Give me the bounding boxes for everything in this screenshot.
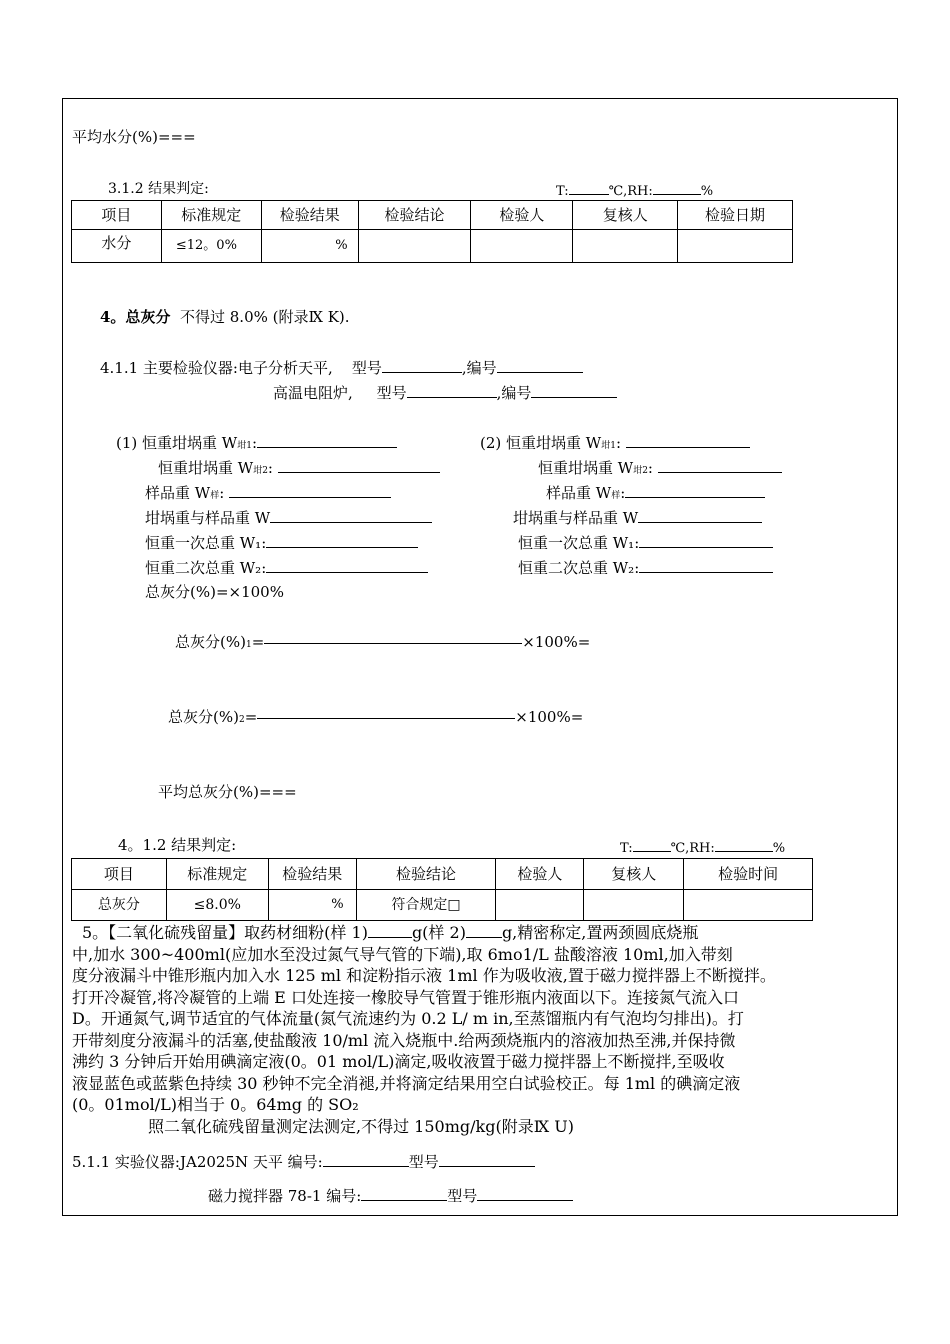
- so2-procedure: [72, 922, 892, 1137]
- instrument-line-2: 高温电阻炉, 型号 ,编号: [273, 383, 617, 402]
- para-line: 沸约 3 分钟后开始用碘滴定液(0。01 mol/L)滴定,吸收液置于磁力搅拌器上不断搅拌,至吸收: [72, 1052, 725, 1071]
- cell-conclusion[interactable]: 符合规定□: [356, 890, 496, 921]
- left-crucible-1: (1) 恒重坩埚重 W坩1:: [116, 433, 397, 455]
- header-cell: 检验人: [496, 859, 584, 890]
- sample2-weight-field[interactable]: [466, 923, 502, 938]
- left-total-2: 恒重二次总重 W₂:: [145, 558, 428, 577]
- header-cell: 检验结论: [358, 201, 471, 230]
- para-line: 液显蓝色或蓝紫色持续 30 秒钟不完全消褪,并将滴定结果用空白试验校正。每 1ml 的碘滴定液: [72, 1073, 741, 1093]
- para-line: 打开冷凝管,将冷凝管的上端 E 口处连接一橡胶导气管置于锥形瓶内液面以下。连接氮气流入口: [72, 987, 739, 1007]
- fraction-line: [257, 718, 515, 719]
- para-line: 度分液漏斗中锥形瓶内加入水 125 ml 和淀粉指示液 1ml 作为吸收液,置于磁力搅拌器上不断搅拌。: [72, 966, 776, 985]
- header-cell: 项目: [72, 859, 167, 890]
- left-crucible-sample: 坩埚重与样品重 W: [145, 508, 432, 527]
- header-cell: 检验结果: [268, 859, 356, 890]
- number-field[interactable]: [531, 383, 617, 398]
- weight-field[interactable]: [266, 558, 428, 573]
- rh-field[interactable]: [715, 837, 773, 852]
- number-field[interactable]: [323, 1152, 409, 1167]
- temp-field[interactable]: [633, 837, 671, 852]
- right-crucible-sample: 坩埚重与样品重 W: [513, 508, 762, 527]
- weight-field[interactable]: [266, 533, 418, 548]
- right-crucible-1: (2) 恒重坩埚重 W坩1:: [480, 433, 750, 455]
- para-line: 中,加水 300~400ml(应加水至没过氮气导气管的下端),取 6mo1/L 盐酸溶液 10ml,加入带刻: [72, 944, 733, 964]
- weight-field[interactable]: [625, 483, 765, 498]
- header-cell: 检验结果: [261, 201, 358, 230]
- para-line: (0。01mol/L)相当于 0。64mg 的 SO₂: [72, 1095, 359, 1114]
- ash-formula-1: 总灰分(%)1= ×100%=: [175, 633, 591, 651]
- header-cell: 标准规定: [166, 859, 268, 890]
- rh-field[interactable]: [653, 180, 701, 195]
- header-cell: 项目: [72, 201, 162, 230]
- header-cell: 检验日期: [678, 201, 793, 230]
- right-total-1: 恒重一次总重 W₁:: [518, 533, 773, 552]
- section4-heading: 4。总灰分 不得过 8.0% (附录Ⅸ K).: [100, 308, 350, 326]
- instrument-line-1: 4.1.1 主要检验仪器:电子分析天平, 型号 ,编号: [100, 358, 583, 377]
- header-cell: 复核人: [573, 201, 678, 230]
- cell-standard: ≤12。0%: [161, 230, 261, 263]
- table-header-row: [72, 859, 813, 890]
- header-cell: 复核人: [584, 859, 684, 890]
- avg-total-ash: 平均总灰分(%)===: [158, 783, 297, 801]
- weight-field[interactable]: [229, 483, 391, 498]
- avg-moisture: 平均水分(%)===: [72, 128, 196, 146]
- para-line: 照二氧化硫残留量测定法测定,不得过 150mg/kg(附录Ⅸ U): [148, 1116, 574, 1136]
- header-cell: 检验时间: [684, 859, 813, 890]
- fraction-line: [264, 643, 522, 644]
- table-row: [72, 890, 813, 921]
- header-cell: 检验人: [471, 201, 573, 230]
- cell-inspector[interactable]: [496, 890, 584, 921]
- weight-field[interactable]: [658, 458, 782, 473]
- para-line: 开带刻度分液漏斗的活塞,使盐酸液 10/ml 流入烧瓶中.给两颈烧瓶内的溶液加热至沸,并保持微: [72, 1030, 736, 1050]
- cell-date[interactable]: [678, 230, 793, 263]
- ash-formula-label: 总灰分(%)=×100%: [145, 583, 284, 601]
- cell-inspector[interactable]: [471, 230, 573, 263]
- cell-conclusion[interactable]: [358, 230, 471, 263]
- ash-table: [71, 858, 813, 921]
- table-row: [72, 230, 793, 263]
- cell-item: 总灰分: [72, 890, 167, 921]
- model-field[interactable]: [477, 1186, 573, 1201]
- header-cell: 标准规定: [161, 201, 261, 230]
- number-field[interactable]: [361, 1186, 447, 1201]
- weight-field[interactable]: [639, 533, 773, 548]
- table-header-row: [72, 201, 793, 230]
- moisture-table: [71, 200, 793, 263]
- so2-instrument-1: 5.1.1 实验仪器:JA2025N 天平 编号: 型号: [72, 1152, 535, 1171]
- cell-item: 水分: [72, 230, 162, 263]
- cell-time[interactable]: [684, 890, 813, 921]
- ash-formula-2: 总灰分(%)2= ×100%=: [168, 708, 584, 726]
- weight-field[interactable]: [639, 558, 773, 573]
- right-sample: 样品重 W样:: [546, 483, 765, 505]
- so2-instrument-2: 磁力搅拌器 78-1 编号: 型号: [208, 1186, 573, 1205]
- right-crucible-2: 恒重坩埚重 W坩2:: [538, 458, 782, 480]
- cell-standard: ≤8.0%: [166, 890, 268, 921]
- weight-field[interactable]: [278, 458, 440, 473]
- left-sample: 样品重 W样:: [145, 483, 391, 505]
- cell-result[interactable]: %: [261, 230, 358, 263]
- para-line: D。开通氮气,调节适宜的气体流量(氮气流速约为 0.2 L/ m in,至蒸馏瓶内有气泡均匀排出)。打: [72, 1009, 744, 1028]
- weight-field[interactable]: [257, 433, 397, 448]
- weight-field[interactable]: [270, 508, 432, 523]
- left-crucible-2: 恒重坩埚重 W坩2:: [158, 458, 440, 480]
- para-line: 5。【二氧化硫残留量】取药材细粉(样 1) g(样 2) g,精密称定,置两颈圆底烧瓶: [82, 923, 699, 942]
- right-total-2: 恒重二次总重 W₂:: [518, 558, 773, 577]
- result-title-3: 3.1.2 结果判定:: [108, 181, 209, 197]
- sample1-weight-field[interactable]: [368, 923, 412, 938]
- temp-field[interactable]: [569, 180, 609, 195]
- left-total-1: 恒重一次总重 W₁:: [145, 533, 418, 552]
- header-cell: 检验结论: [356, 859, 496, 890]
- cell-reviewer[interactable]: [573, 230, 678, 263]
- weight-field[interactable]: [626, 433, 750, 448]
- model-field[interactable]: [439, 1152, 535, 1167]
- env-4: T: ℃,RH: %: [620, 837, 785, 858]
- cell-result[interactable]: %: [268, 890, 356, 921]
- number-field[interactable]: [497, 358, 583, 373]
- model-field[interactable]: [407, 383, 497, 398]
- model-field[interactable]: [382, 358, 462, 373]
- weight-field[interactable]: [638, 508, 762, 523]
- result-title-4: 4。1.2 结果判定:: [118, 836, 237, 854]
- env-3: T: ℃,RH: %: [556, 180, 713, 201]
- cell-reviewer[interactable]: [584, 890, 684, 921]
